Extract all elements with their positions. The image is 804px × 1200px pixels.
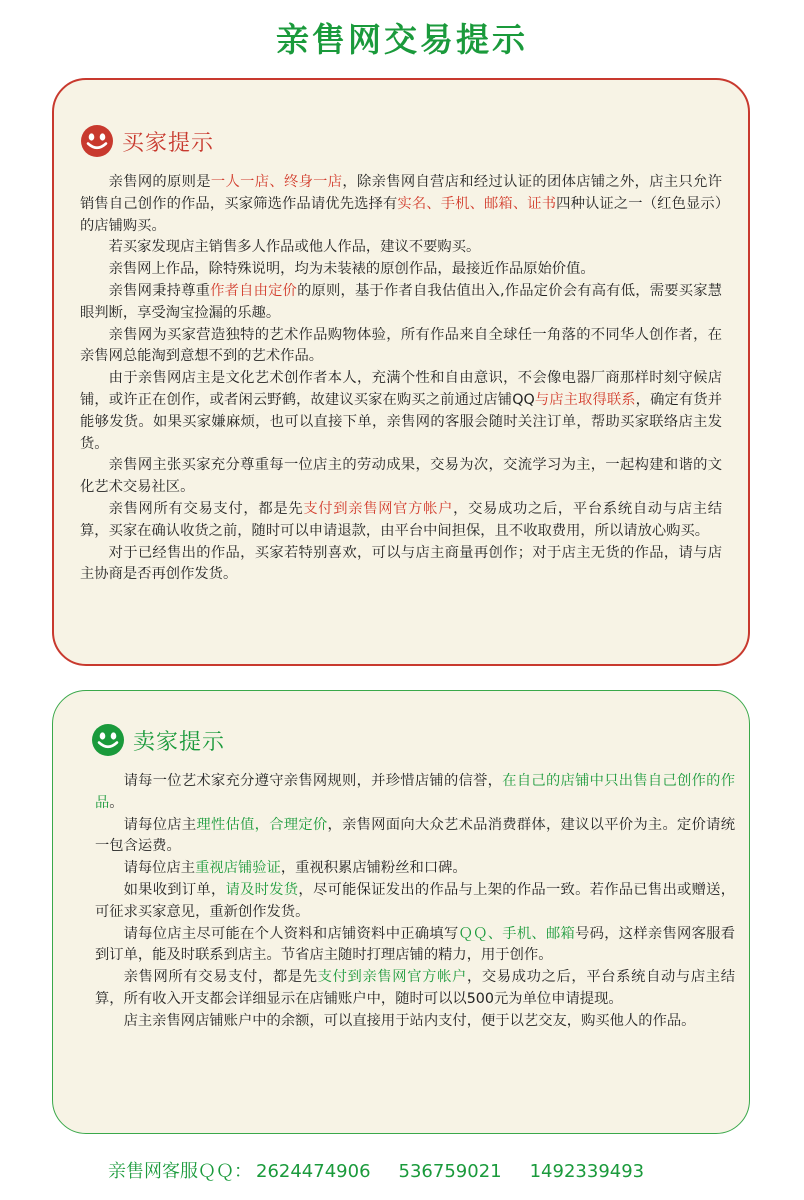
seller-tip-1: 请每一位艺术家充分遵守亲售网规则，并珍惜店铺的信誉，在自己的店铺中只出售自己创作的作品。 bbox=[95, 773, 736, 811]
highlight: 支付到亲售网官方帐户 bbox=[303, 500, 454, 517]
highlight: 支付到亲售网官方帐户 bbox=[317, 969, 467, 986]
highlight: 与店主取得联系 bbox=[534, 391, 636, 408]
buyer-tip-2: 若买家发现店主销售多人作品或他人作品，建议不要购买。 bbox=[108, 239, 481, 256]
seller-tips-title: 卖家提示 bbox=[133, 729, 226, 755]
seller-tip-2: 请每位店主理性估值，合理定价，亲售网面向大众艺术品消费群体，建议以平价为主。定价请统一包含运费。 bbox=[95, 816, 736, 855]
seller-tip-3: 请每位店主重视店铺验证，重视积累店铺粉丝和口碑。 bbox=[123, 860, 467, 877]
buyer-tip-3: 亲售网上作品，除特殊说明，均为未装裱的原创作品，最接近作品原始价值。 bbox=[108, 261, 595, 278]
buyer-tip-8: 亲售网所有交易支付，都是先支付到亲售网官方帐户，交易成功之后，平台系统自动与店主结算，买家在确认收货之前，随时可以申请退款，由平台中间担保，且不收取费用，所以请放心购买。 bbox=[80, 500, 723, 539]
seller-tip-4: 如果收到订单，请及时发货，尽可能保证发出的作品与上架的作品一致。若作品已售出或赠送，可征求买家意见，重新创作发货。 bbox=[95, 881, 736, 920]
customer-service-qq bbox=[108, 1157, 644, 1183]
qq-number: 536759021 bbox=[398, 1161, 502, 1182]
buyer-tip-7: 亲售网主张买家充分尊重每一位店主的劳动成果，交易为次，交流学习为主，一起构建和谐的文化艺术交易社区。 bbox=[80, 457, 722, 496]
highlight: 在自己的店铺中只出售自己创作的作品 bbox=[95, 773, 736, 811]
seller-tips-card bbox=[52, 690, 750, 1134]
buyer-tip-9: 对于已经售出的作品，买家若特别喜欢，可以与店主商量再创作；对于店主无货的作品，请与店主协商是否再创作发货。 bbox=[80, 544, 722, 583]
page-title: 亲售网交易提示 bbox=[276, 20, 528, 59]
qq-number: 1492339493 bbox=[529, 1161, 645, 1182]
seller-tips-header bbox=[91, 723, 225, 757]
highlight: ＱＱ、手机、邮箱 bbox=[458, 925, 576, 942]
buyer-tips-body bbox=[80, 172, 722, 586]
highlight: 重视店铺验证 bbox=[195, 860, 281, 877]
highlight: 一人一店、终身一店 bbox=[210, 174, 343, 190]
buyer-tip-5: 亲售网为买家营造独特的艺术作品购物体验，所有作品来自全球任一角落的不同华人创作者，在亲售网总能淘到意想不到的艺术作品。 bbox=[80, 326, 722, 365]
seller-tip-5: 请每位店主尽可能在个人资料和店铺资料中正确填写ＱＱ、手机、邮箱号码，这样亲售网客服看到订单，能及时联系到店主。节省店主随时打理店铺的精力，用于创作。 bbox=[95, 925, 736, 964]
qq-label: 亲售网客服ＱＱ： bbox=[108, 1161, 252, 1182]
buyer-tip-1: 亲售网的原则是一人一店、终身一店，除亲售网自营店和经过认证的团体店铺之外，店主只允许销售自己创作的作品，买家筛选作品请优先选择有实名、手机、邮箱、证书四种认证之一（红色显示）的店铺购买。 bbox=[80, 174, 723, 234]
qq-number: 2624474906 bbox=[256, 1161, 371, 1182]
seller-tip-6: 亲售网所有交易支付，都是先支付到亲售网官方帐户，交易成功之后，平台系统自动与店主结算，所有收入开支都会详细显示在店铺账户中，随时可以以500元为单位申请提现。 bbox=[95, 969, 736, 1007]
highlight: 实名、手机、邮箱、证书 bbox=[397, 195, 557, 212]
highlight: 作者自由定价 bbox=[210, 282, 298, 299]
smiley-icon bbox=[91, 723, 125, 757]
buyer-tips-title: 买家提示 bbox=[122, 130, 215, 156]
buyer-tip-6: 由于亲售网店主是文化艺术创作者本人，充满个性和自由意识，不会像电器厂商那样时刻守候店铺，或许正在创作，或者闲云野鹤，故建议买家在购买之前通过店铺QQ与店主取得联系，确定有货并能够发货。如果买家嫌麻烦，也可以直接下单，亲售网的客服会随时关注订单，帮助买家联络店主发货。 bbox=[80, 370, 723, 452]
buyer-tip-4: 亲售网秉持尊重作者自由定价的原则，基于作者自我估值出入,作品定价会有高有低，需要买家慧眼判断，享受淘宝捡漏的乐趣。 bbox=[80, 282, 723, 321]
buyer-tips-card bbox=[52, 78, 750, 666]
highlight: 理性估值，合理定价 bbox=[196, 816, 328, 833]
highlight: 请及时发货 bbox=[225, 881, 299, 898]
seller-tip-7: 店主亲售网店铺账户中的余额，可以直接用于站内支付，便于以艺交友，购买他人的作品。 bbox=[123, 1012, 696, 1029]
seller-tips-body bbox=[95, 771, 735, 1033]
buyer-tips-header bbox=[80, 124, 214, 158]
smiley-icon bbox=[80, 124, 114, 158]
